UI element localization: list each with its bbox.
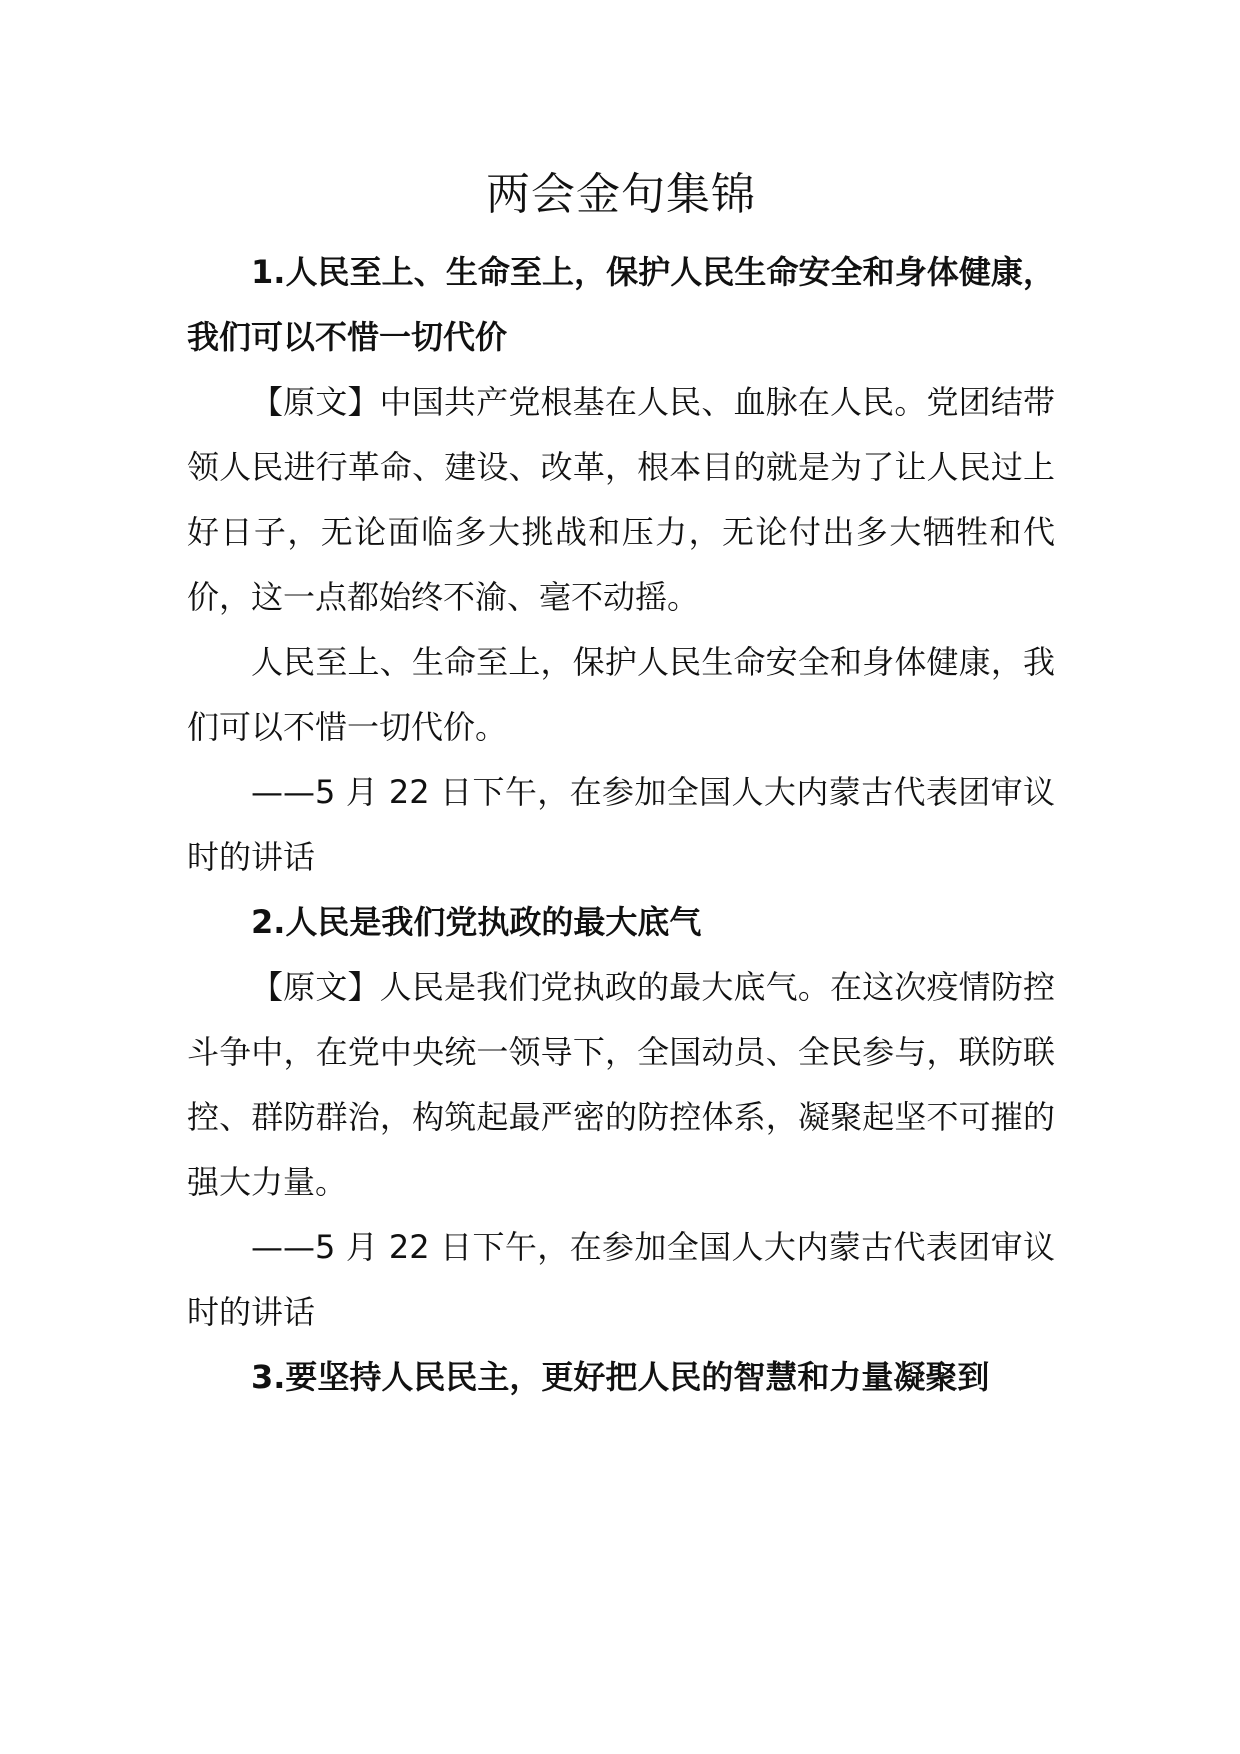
paragraph-quote-1: 人民至上、生命至上，保护人民生命安全和身体健康，我们可以不惜一切代价。 [187, 643, 1055, 746]
paragraph-original-text-1: 【原文】中国共产党根基在人民、血脉在人民。党团结带领人民进行革命、建设、改革，根本目的就是为了让人民过上好日子，无论面临多大挑战和压力，无论付出多大牺牲和代价，这一点都始终不渝、毫不动摇。 [187, 383, 1055, 616]
paragraph-original-text-2: 【原文】人民是我们党执政的最大底气。在这次疫情防控斗争中，在党中央统一领导下，全国动员、全民参与，联防联控、群防群治，构筑起最严密的防控体系，凝聚起坚不可摧的强大力量。 [187, 968, 1055, 1201]
paragraph-source-2: ——5 月 22 日下午，在参加全国人大内蒙古代表团审议时的讲话 [187, 1228, 1055, 1331]
section-heading-1: 1.人民至上、生命至上，保护人民生命安全和身体健康，我们可以不惜一切代价 [187, 253, 1055, 356]
document-title: 两会金句集锦 [486, 169, 756, 220]
section-heading-3: 3.要坚持人民民主，更好把人民的智慧和力量凝聚到 [251, 1358, 990, 1396]
section-heading-2: 2.人民是我们党执政的最大底气 [251, 903, 702, 941]
document-page [187, 160, 1055, 1410]
paragraph-source-1: ——5 月 22 日下午，在参加全国人大内蒙古代表团审议时的讲话 [187, 773, 1055, 876]
